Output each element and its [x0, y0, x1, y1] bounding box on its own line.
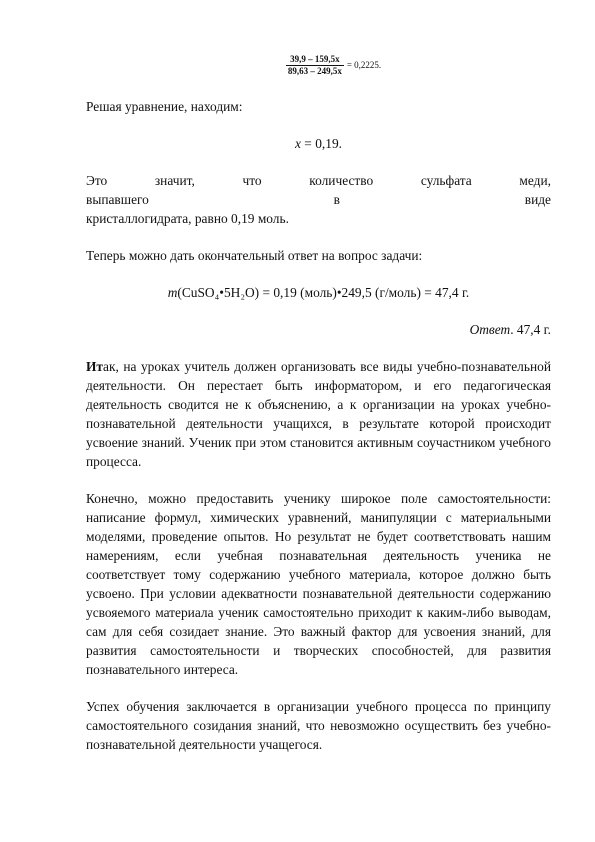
answer-value: . 47,4 г.	[510, 322, 551, 337]
answer-line	[86, 320, 551, 339]
paragraph-3: Успех обучения заключается в организации учебного процесса по принципу самостоятельного созидания знаний, что невозможно осуществить без учебно-познавательной деятельности учащегося.	[86, 699, 551, 752]
fraction-result: = 0,2225.	[346, 60, 382, 70]
paragraph-1-text: ак, на уроках учитель должен организовать все виды учебно-познавательной деятельности. Он перестает быть информатором, и его педагогическая деятельность сводится не к объяснению, а к организации на уроках учебно-познавательной деятельности учащихся, в результате которой происходит усвоение знаний. Ученик при этом становится активным соучастником учебного процесса.	[86, 359, 551, 469]
fraction-equation	[116, 54, 551, 77]
solving-text: Решая уравнение, находим:	[86, 99, 243, 114]
result-line	[86, 134, 551, 153]
fraction	[286, 54, 344, 77]
result-variable: x	[295, 136, 301, 151]
paragraph-1	[86, 357, 551, 471]
fraction-numerator: 39,9 – 159,5x	[290, 54, 340, 64]
meaning-line-1: Это значит, что количество сульфата меди, выпавшего в виде	[86, 173, 551, 207]
calc-expression: (CuSO₄•5H₂O) = 0,19 (моль)•249,5 (г/моль) = 47,4 г.	[177, 285, 470, 300]
document-page	[86, 54, 551, 754]
paragraph-1-bold-start: Ит	[86, 359, 103, 374]
meaning-line-2: кристаллогидрата, равно 0,19 моль.	[86, 211, 289, 226]
fraction-denominator: 89,63 – 249,5x	[287, 66, 342, 76]
answer-label: Ответ	[469, 322, 511, 337]
final-intro: Теперь можно дать окончательный ответ на вопрос задачи:	[86, 248, 423, 263]
calc-line	[86, 283, 551, 302]
result-value: = 0,19.	[300, 136, 342, 151]
paragraph-2: Конечно, можно предоставить ученику широкое поле самостоятельности: написание формул, химических уравнений, манипуляции с материальными моделями, проведение опытов. Но результат не будет соответствовать нашим намерениям, если учебная познавательная деятельность ученика не соответствует тому содержанию учебного материала, которое должно быть усвоено. При условии адекватности познавательной деятельности содержанию усвояемого материала ученик самостоятельно приходит к каким-либо выводам, сам для себя созидает знание. Это важный фактор для усвоения знаний, для развития самостоятельности и творческих способностей, для развития познавательного интереса.	[86, 491, 551, 677]
calc-variable: m	[167, 285, 178, 300]
